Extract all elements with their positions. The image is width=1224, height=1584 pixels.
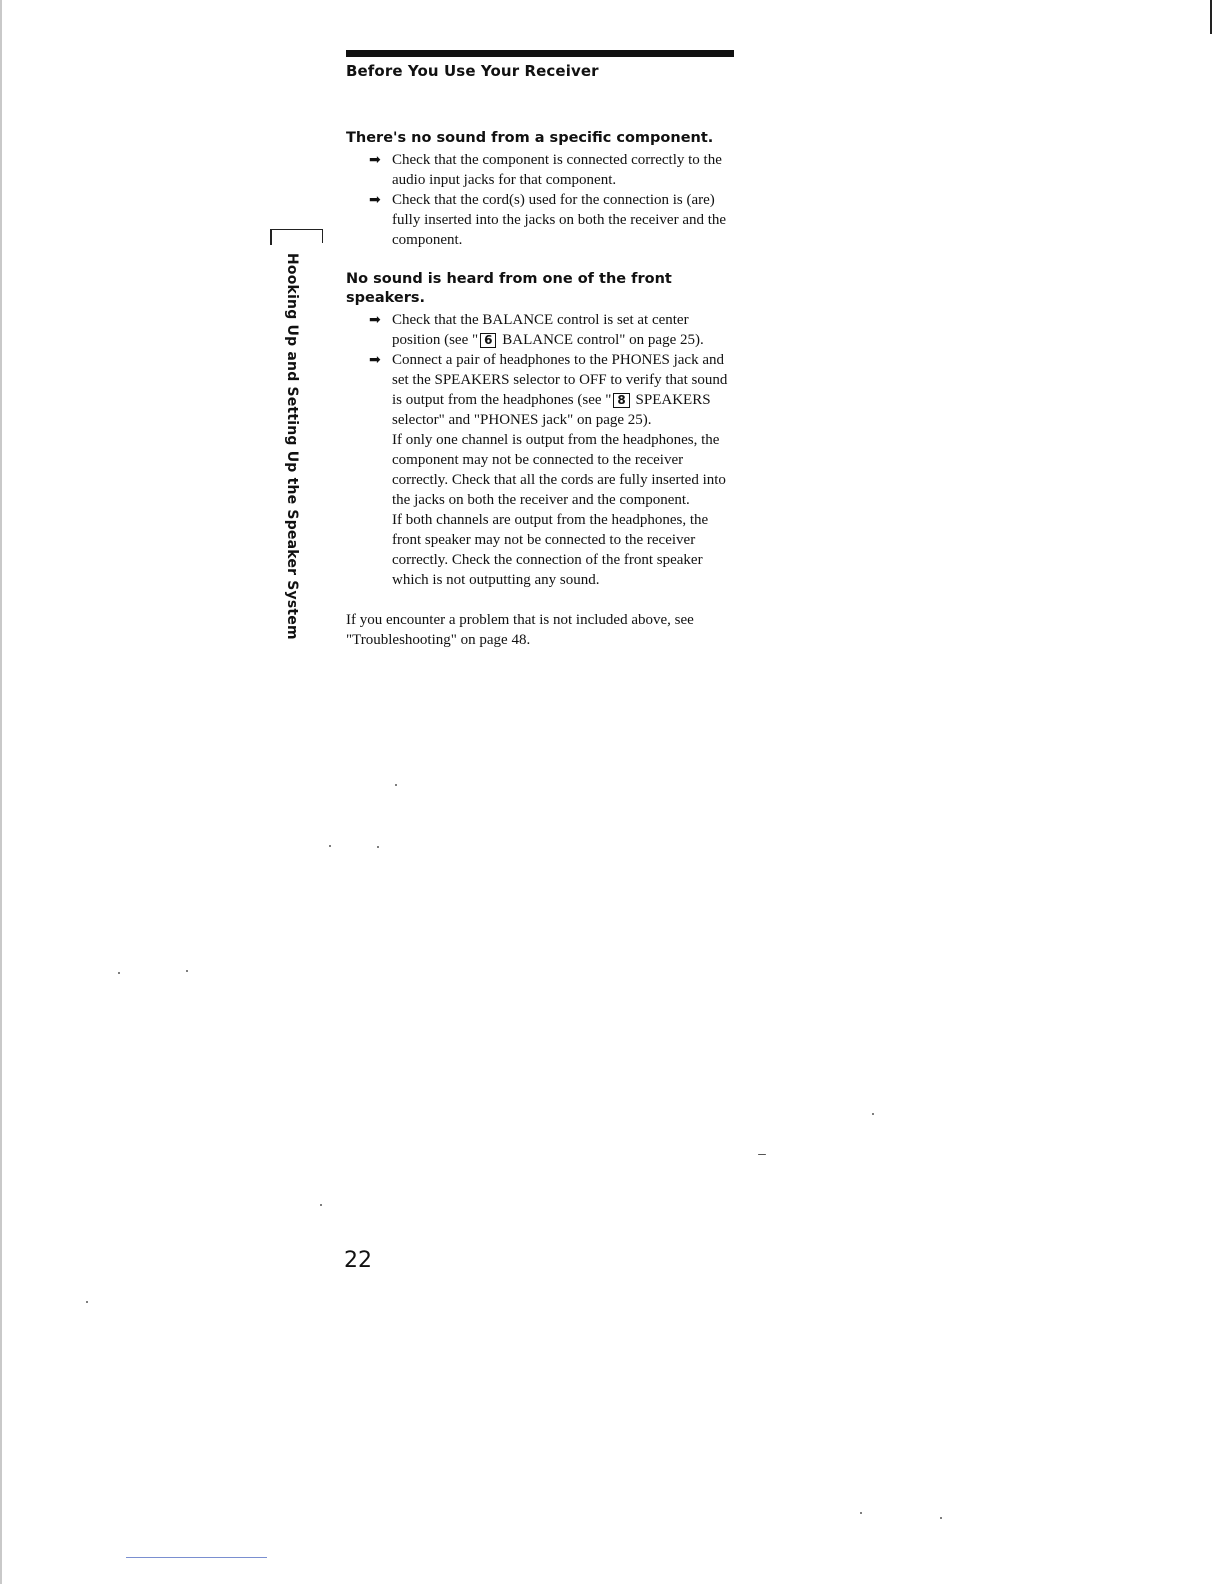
scan-speck bbox=[940, 1517, 942, 1519]
bullet-list bbox=[346, 310, 736, 430]
main-content bbox=[346, 129, 736, 650]
bullet-text: Check that the component is connected correctly to the audio input jacks for that component. bbox=[392, 152, 722, 188]
section-no-sound-component bbox=[346, 129, 736, 250]
scan-speck bbox=[86, 1301, 88, 1303]
note-paragraph: If both channels are output from the headphones, the front speaker may not be connected to the receiver correctly. Check the connection of the front speaker which is not outputting any sound. bbox=[392, 512, 709, 588]
section-heading: No sound is heard from one of the front speakers. bbox=[346, 271, 672, 306]
scan-speck bbox=[329, 845, 331, 847]
arrow-right-icon: ➡ bbox=[369, 192, 381, 208]
bullet-text: Check that the cord(s) used for the connection is (are) fully inserted into the jacks on both the receiver and the component. bbox=[392, 192, 727, 248]
note-paragraph: If only one channel is output from the headphones, the component may not be connected to the receiver correctly. Check that all the cords are fully inserted into the jacks on both the receiver and the component. bbox=[392, 432, 726, 508]
side-tab-label: Hooking Up and Setting Up the Speaker System bbox=[284, 253, 300, 640]
page-number: 22 bbox=[344, 1248, 372, 1273]
bullet-text: Check that the BALANCE control is set at center position (see " 6 BALANCE control" on page 25). bbox=[392, 312, 704, 348]
arrow-right-icon: ➡ bbox=[369, 312, 381, 328]
arrow-right-icon: ➡ bbox=[369, 152, 381, 168]
scan-speck bbox=[186, 970, 188, 972]
list-item bbox=[346, 150, 736, 190]
bullet-list bbox=[346, 150, 736, 250]
bottom-rule bbox=[126, 1557, 267, 1558]
scan-speck bbox=[872, 1113, 874, 1115]
scan-speck bbox=[860, 1512, 862, 1514]
scan-speck bbox=[118, 972, 120, 974]
side-tab-marker bbox=[270, 229, 323, 243]
page-header-title: Before You Use Your Receiver bbox=[346, 62, 599, 80]
bullet-text: Connect a pair of headphones to the PHONES jack and set the SPEAKERS selector to OFF to verify that sound is output from the headphones (see " 8 SPEAKERS selector" and "PHONES jack" on page 25). bbox=[392, 352, 728, 428]
closing-paragraph: If you encounter a problem that is not included above, see "Troubleshooting" on page 48. bbox=[346, 612, 694, 648]
page-edge bbox=[0, 0, 2, 1584]
reference-number-box: 8 bbox=[613, 393, 629, 408]
list-item bbox=[346, 190, 736, 250]
section-heading: There's no sound from a specific component. bbox=[346, 130, 714, 146]
list-item bbox=[346, 350, 736, 430]
reference-number-box: 6 bbox=[480, 333, 496, 348]
page-edge-mark bbox=[1210, 0, 1212, 34]
scan-speck bbox=[377, 846, 379, 848]
header-rule bbox=[346, 50, 734, 57]
list-item bbox=[346, 310, 736, 350]
section-no-sound-front-speaker bbox=[346, 270, 736, 590]
arrow-right-icon: ➡ bbox=[369, 352, 381, 368]
scan-speck bbox=[395, 784, 397, 786]
scan-speck bbox=[320, 1204, 322, 1206]
scan-speck bbox=[758, 1154, 766, 1155]
